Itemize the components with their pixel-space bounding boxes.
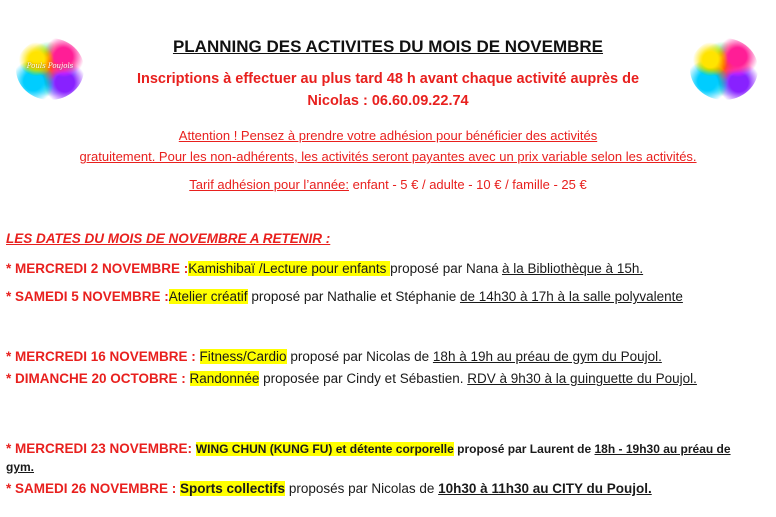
event-proposer: proposé par Nana <box>390 261 502 276</box>
tarif-values: enfant - 5 € / adulte - 10 € / famille - 25 € <box>348 177 587 192</box>
event-date: * MERCREDI 2 NOVEMBRE : <box>6 261 189 276</box>
event-date: * SAMEDI 5 NOVEMBRE : <box>6 289 169 304</box>
event-details-cont-text: gym. <box>6 460 35 474</box>
event-item <box>6 289 683 304</box>
event-details: 18h - 19h30 au préau de <box>594 442 731 456</box>
event-date: * MERCREDI 23 NOVEMBRE: <box>6 441 196 456</box>
event-proposer: proposé par Nicolas de <box>286 349 433 364</box>
event-activity: Sports collectifs <box>180 481 286 496</box>
event-activity: Kamishibaï /Lecture pour enfants <box>188 261 391 276</box>
event-details: 18h à 19h au préau de gym du Poujol. <box>432 349 662 364</box>
event-item <box>6 481 652 496</box>
tarif-label: Tarif adhésion pour l’année: <box>189 177 349 192</box>
event-item <box>6 441 731 456</box>
event-proposer: proposée par Cindy et Sébastien. <box>259 371 468 386</box>
event-details: RDV à 9h30 à la guinguette du Poujol. <box>467 371 697 386</box>
event-details-continued <box>6 460 34 474</box>
page-title: PLANNING DES ACTIVITES DU MOIS DE NOVEMBRE <box>172 37 604 56</box>
tarif-line <box>0 177 776 192</box>
subtitle-line1: Inscriptions à effectuer au plus tard 48 h avant chaque activité auprès de <box>136 71 640 87</box>
event-proposer: proposé par Nathalie et Stéphanie <box>247 289 460 304</box>
event-activity: Randonnée <box>189 371 260 386</box>
logo-text: Pouls Poujols <box>26 62 74 70</box>
event-details: de 14h30 à 17h à la salle polyvalente <box>459 289 683 304</box>
event-proposer: proposés par Nicolas de <box>285 481 439 496</box>
event-details: 10h30 à 11h30 au CITY du Poujol. <box>438 481 652 496</box>
event-item <box>6 261 643 276</box>
event-date: * DIMANCHE 20 OCTOBRE : <box>6 371 190 386</box>
event-date: * SAMEDI 26 NOVEMBRE : <box>6 481 181 496</box>
event-activity: Fitness/Cardio <box>199 349 287 364</box>
attention-line2: gratuitement. Pour les non-adhérents, les activités seront payantes avec un prix variable selon les activités. <box>79 149 697 164</box>
event-date: * MERCREDI 16 NOVEMBRE : <box>6 349 200 364</box>
event-item <box>6 371 697 386</box>
subtitle-line2: Nicolas : 06.60.09.22.74 <box>307 93 469 109</box>
event-item <box>6 349 662 364</box>
event-details: à la Bibliothèque à 15h. <box>501 261 644 276</box>
dates-heading: LES DATES DU MOIS DE NOVEMBRE A RETENIR : <box>6 231 331 246</box>
event-activity: Atelier créatif <box>168 289 248 304</box>
event-activity: WING CHUN (KUNG FU) et détente corporelle <box>195 442 454 456</box>
event-proposer: proposé par Laurent de <box>453 442 595 456</box>
attention-line1: Attention ! Pensez à prendre votre adhésion pour bénéficier des activités <box>178 128 598 143</box>
